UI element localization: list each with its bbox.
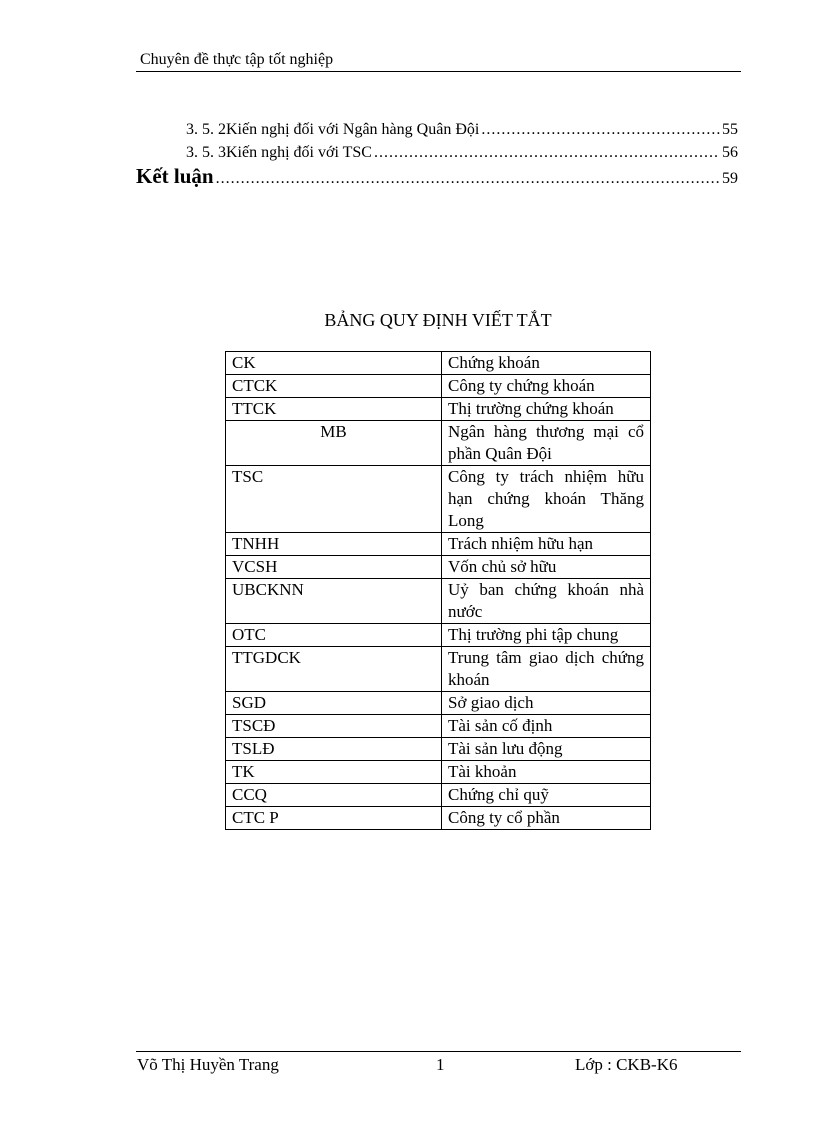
table-row — [226, 556, 651, 579]
footer-page-number: 1 — [436, 1055, 445, 1074]
table-row — [226, 784, 651, 807]
table-row — [226, 761, 651, 784]
abbreviation-cell: CTC P — [226, 807, 442, 830]
abbreviation-cell: OTC — [226, 624, 442, 647]
page-header-title: Chuyên đề thực tập tốt nghiệp — [140, 51, 334, 68]
abbreviation-cell: UBCKNN — [226, 579, 442, 624]
table-row — [226, 421, 651, 466]
abbreviation-table-title: BẢNG QUY ĐỊNH VIẾT TẮT — [324, 310, 552, 330]
meaning-cell: Trách nhiệm hữu hạn — [442, 533, 651, 556]
toc-entry[interactable] — [136, 141, 738, 164]
abbreviation-cell: TTGDCK — [226, 647, 442, 692]
toc-entry-page: 55 — [722, 121, 738, 138]
abbreviation-cell: TSC — [226, 466, 442, 533]
meaning-cell: Ngân hàng thương mại cổ phần Quân Đội — [442, 421, 651, 466]
table-row — [226, 398, 651, 421]
toc-entry-conclusion[interactable] — [136, 162, 738, 193]
meaning-cell: Trung tâm giao dịch chứng khoán — [442, 647, 651, 692]
table-row — [226, 692, 651, 715]
abbreviation-cell: TTCK — [226, 398, 442, 421]
table-row — [226, 533, 651, 556]
toc-entry-page: 59 — [722, 170, 738, 187]
abbreviation-cell: SGD — [226, 692, 442, 715]
meaning-cell: Công ty chứng khoán — [442, 375, 651, 398]
footer-divider — [136, 1051, 741, 1052]
abbreviation-table — [225, 351, 651, 830]
abbreviation-cell: TNHH — [226, 533, 442, 556]
meaning-cell: Thị trường chứng khoán — [442, 398, 651, 421]
abbreviation-cell: TSLĐ — [226, 738, 442, 761]
abbreviation-cell: CTCK — [226, 375, 442, 398]
table-row — [226, 807, 651, 830]
table-of-contents — [136, 118, 738, 193]
meaning-cell: Tài sản cố định — [442, 715, 651, 738]
toc-leader-dots — [481, 118, 720, 141]
abbreviation-cell: CCQ — [226, 784, 442, 807]
meaning-cell: Tài sản lưu động — [442, 738, 651, 761]
table-row — [226, 715, 651, 738]
header-divider — [136, 71, 741, 72]
meaning-cell: Vốn chủ sở hữu — [442, 556, 651, 579]
meaning-cell: Công ty trách nhiệm hữu hạn chứng khoán Thăng Long — [442, 466, 651, 533]
toc-entry-label: 3. 5. 3Kiến nghị đối với TSC — [186, 144, 372, 161]
meaning-cell: Sở giao dịch — [442, 692, 651, 715]
footer-author: Võ Thị Huyền Trang — [137, 1055, 279, 1074]
table-row — [226, 579, 651, 624]
meaning-cell: Thị trường phi tập chung — [442, 624, 651, 647]
meaning-cell: Công ty cổ phần — [442, 807, 651, 830]
toc-entry-label: Kết luận — [136, 164, 214, 188]
table-row — [226, 647, 651, 692]
abbreviation-cell: MB — [226, 421, 442, 466]
footer-class-label: Lớp : CKB-K6 — [575, 1055, 678, 1074]
toc-entry[interactable] — [136, 118, 738, 141]
table-row — [226, 375, 651, 398]
table-row — [226, 738, 651, 761]
toc-entry-page: 56 — [722, 144, 738, 161]
table-row — [226, 624, 651, 647]
abbreviation-cell: CK — [226, 352, 442, 375]
toc-leader-dots — [374, 141, 720, 164]
table-row — [226, 466, 651, 533]
abbreviation-cell: TSCĐ — [226, 715, 442, 738]
toc-leader-dots — [216, 165, 720, 193]
meaning-cell: Uỷ ban chứng khoán nhà nước — [442, 579, 651, 624]
meaning-cell: Chứng chỉ quỹ — [442, 784, 651, 807]
meaning-cell: Tài khoản — [442, 761, 651, 784]
toc-entry-label: 3. 5. 2Kiến nghị đối với Ngân hàng Quân Đội — [186, 121, 480, 138]
meaning-cell: Chứng khoán — [442, 352, 651, 375]
abbreviation-cell: TK — [226, 761, 442, 784]
abbreviation-cell: VCSH — [226, 556, 442, 579]
table-row — [226, 352, 651, 375]
